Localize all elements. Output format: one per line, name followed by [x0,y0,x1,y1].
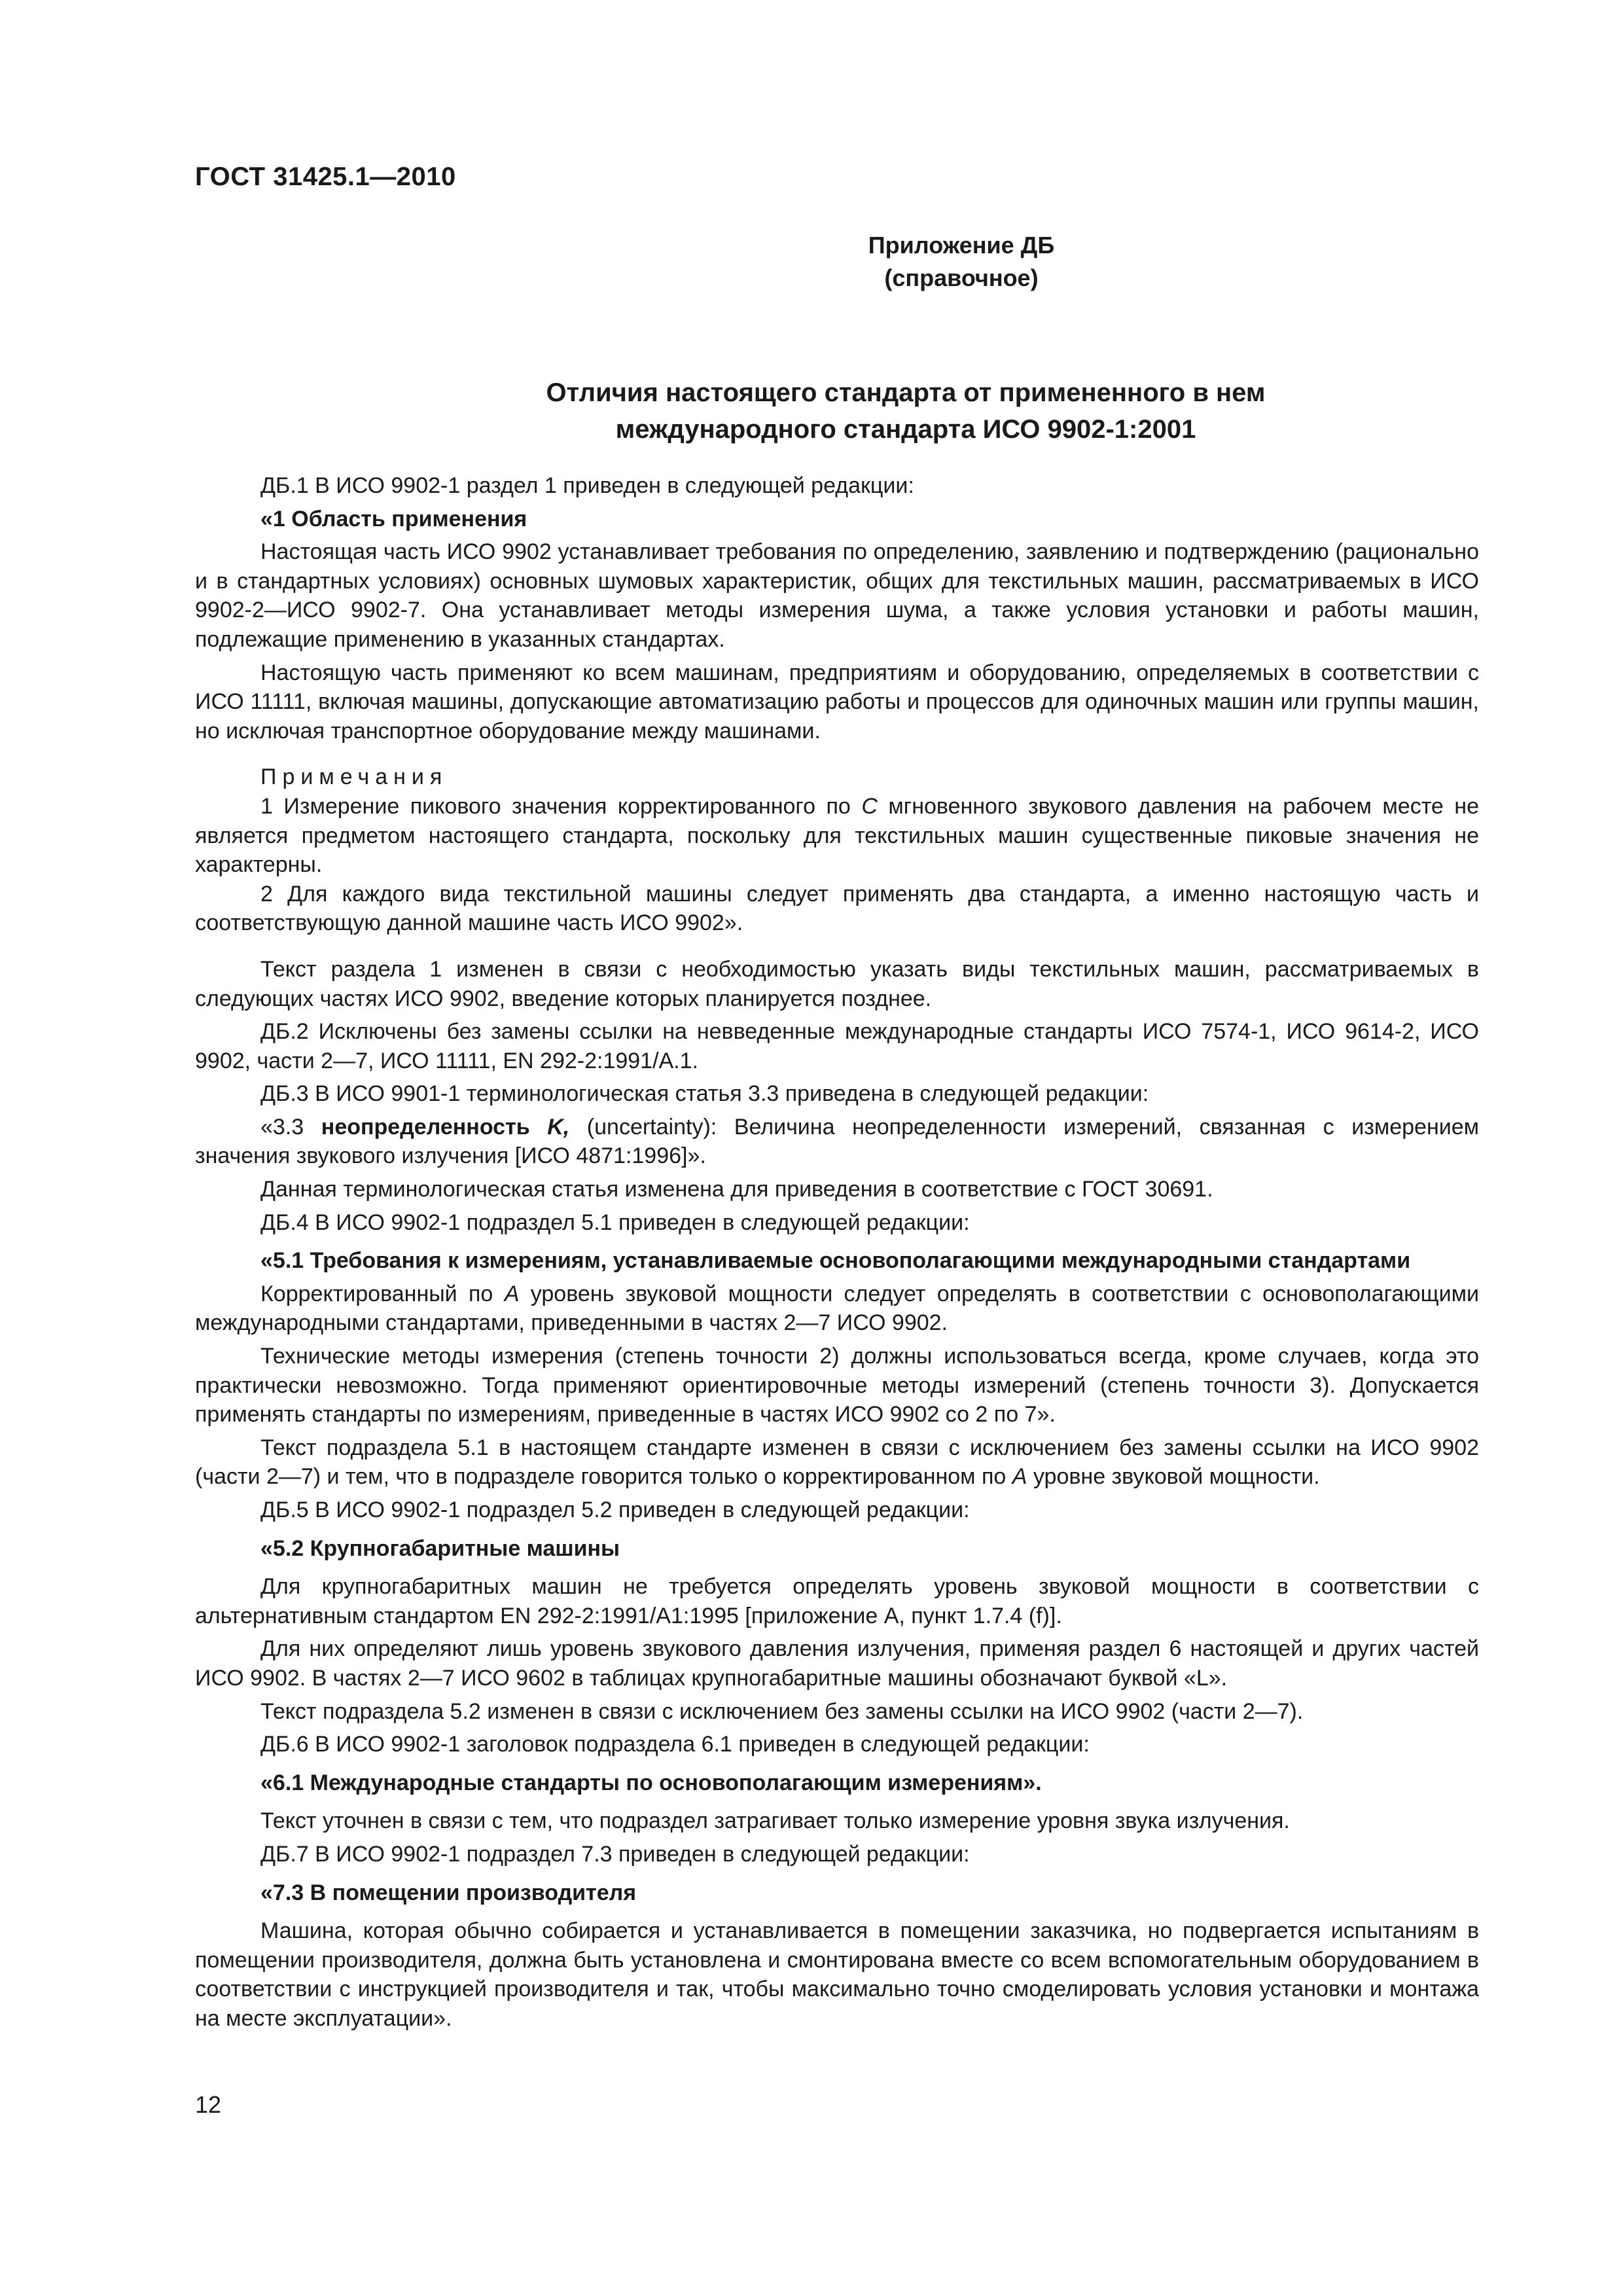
section-5-1-change-note: Текст подраздела 5.1 в настоящем стандарте изменен в связи с исключением без замены ссылки на ИСО 9902 (части 2—7) и тем, что в подразделе говорится только о корректированном по A уровне звуковой мощности. [195,1435,1479,1490]
clause-db6: ДБ.6 В ИСО 9902-1 заголовок подраздела 6.1 приведен в следующей редакции: [260,1732,1090,1757]
annex-heading-line-1: Отличия настоящего стандарта от примененного в нем [546,378,1266,407]
document-id: ГОСТ 31425.1—2010 [195,162,456,191]
section-5-1-heading: «5.1 Требования к измерениям, устанавливаемые основополагающими международными стандартами [260,1248,1411,1274]
term-change-note: Данная терминологическая статья изменена для приведения в соответствие с ГОСТ 30691. [260,1177,1213,1202]
section-1-paragraph-1: Настоящая часть ИСО 9902 устанавливает требования по определению, заявлению и подтверждению (рационально и в стандартных условиях) основных шумовых характеристик, общих для текстильных машин, рассматриваемых в ИСО 9902-2—ИСО 9902-7. Она устанавливает методы измерения шума, а также условия установки и работы машин, подлежащие применению в указанных стандартах. [195,539,1479,652]
section-7-3-paragraph-1: Машина, которая обычно собирается и устанавливается в помещении заказчика, но подвергается испытаниям в помещении производителя, должна быть установлена и смонтирована вместе со всем вспомогательным оборудованием в соответствии с инструкцией производителя и так, чтобы максимально точно смоделировать условия установки и монтажа на месте эксплуатации». [195,1918,1479,2031]
section-6-1-change-note: Текст уточнен в связи с тем, что подраздел затрагивает только измерение уровня звука излучения. [260,1808,1290,1834]
section-5-1-paragraph-1: Корректированный по A уровень звуковой мощности следует определять в соответствии с основополагающими международными стандартами, приведенными в частях 2—7 ИСО 9902. [195,1281,1480,1336]
section-7-3-heading: «7.3 В помещении производителя [260,1880,637,1905]
section-6-1-heading: «6.1 Международные стандарты по основополагающим измерениям». [260,1770,1042,1795]
section-5-2-paragraph-2: Для них определяют лишь уровень звукового давления излучения, применяя раздел 6 настоящей и других частей ИСО 9902. В частях 2—7 ИСО 9602 в таблицах крупногабаритные машины обозначают буквой «L». [195,1636,1479,1691]
section-1-heading: «1 Область применения [260,506,527,531]
annex-heading [195,374,1479,448]
clause-db5: ДБ.5 В ИСО 9902-1 подраздел 5.2 приведен в следующей редакции: [260,1498,970,1522]
document-body [195,471,1479,2034]
term-3-3: «3.3 неопределенность K, (uncertainty): Величина неопределенности измерений, связанная с измерением значения звукового излучения [ИСО 4871:1996]». [195,1114,1480,1169]
section-5-1-paragraph-2: Технические методы измерения (степень точности 2) должны использоваться всегда, кроме случаев, когда это практически невозможно. Тогда применяют ориентировочные методы измерений (степень точности 3). Допускается применять стандарты по измерениям, приведенные в частях ИСО 9902 со 2 по 7». [195,1344,1479,1427]
section-1-change-note: Текст раздела 1 изменен в связи с необходимостью указать виды текстильных машин, рассматриваемых в следующих частях ИСО 9902, введение которых планируется позднее. [195,956,1479,1011]
annex-label [195,229,1479,295]
clause-db3: ДБ.3 В ИСО 9901-1 терминологическая статья 3.3 приведена в следующей редакции: [260,1081,1149,1107]
clause-db4: ДБ.4 В ИСО 9902-1 подраздел 5.1 приведен в следующей редакции: [260,1210,970,1235]
clause-db7: ДБ.7 В ИСО 9902-1 подраздел 7.3 приведен в следующей редакции: [260,1841,970,1867]
section-5-2-heading: «5.2 Крупногабаритные машины [260,1535,620,1561]
annex-heading-line-2: международного стандарта ИСО 9902-1:2001 [615,415,1196,444]
section-1-paragraph-2: Настоящую часть применяют ко всем машинам, предприятиям и оборудованию, определяемых в соответствии с ИСО 11111, включая машины, допускающие автоматизацию работы и процессов для одиночных машин или группы машин, но исключая транспортное оборудование между машинами. [195,660,1479,744]
note-2: 2 Для каждого вида текстильной машины следует применять два стандарта, а именно настоящую часть и соответствующую данной машине часть ИСО 9902». [195,881,1479,936]
section-5-2-change-note: Текст подраздела 5.2 изменен в связи с исключением без замены ссылки на ИСО 9902 (части 2—7). [260,1698,1304,1724]
notes-heading: Примечания [260,764,448,790]
note-1: 1 Измерение пикового значения корректированного по C мгновенного звукового давления на рабочем месте не является предметом настоящего стандарта, поскольку для текстильных машин существенные пиковые значения не характерны. [195,793,1479,878]
clause-db1: ДБ.1 В ИСО 9902-1 раздел 1 приведен в следующей редакции: [260,473,914,498]
page-number: 12 [195,2091,222,2118]
annex-type: (справочное) [884,264,1039,291]
section-5-2-paragraph-1: Для крупногабаритных машин не требуется определять уровень звуковой мощности в соответствии с альтернативным стандартом EN 292-2:1991/A1:1995 [приложение А, пункт 1.7.4 (f)]. [195,1574,1479,1628]
annex-title: Приложение ДБ [868,232,1055,259]
clause-db2: ДБ.2 Исключены без замены ссылки на невведенные международные стандарты ИСО 7574-1, ИСО 9614-2, ИСО 9902, части 2—7, ИСО 11111, EN 292-2:1991/A.1. [195,1019,1479,1073]
